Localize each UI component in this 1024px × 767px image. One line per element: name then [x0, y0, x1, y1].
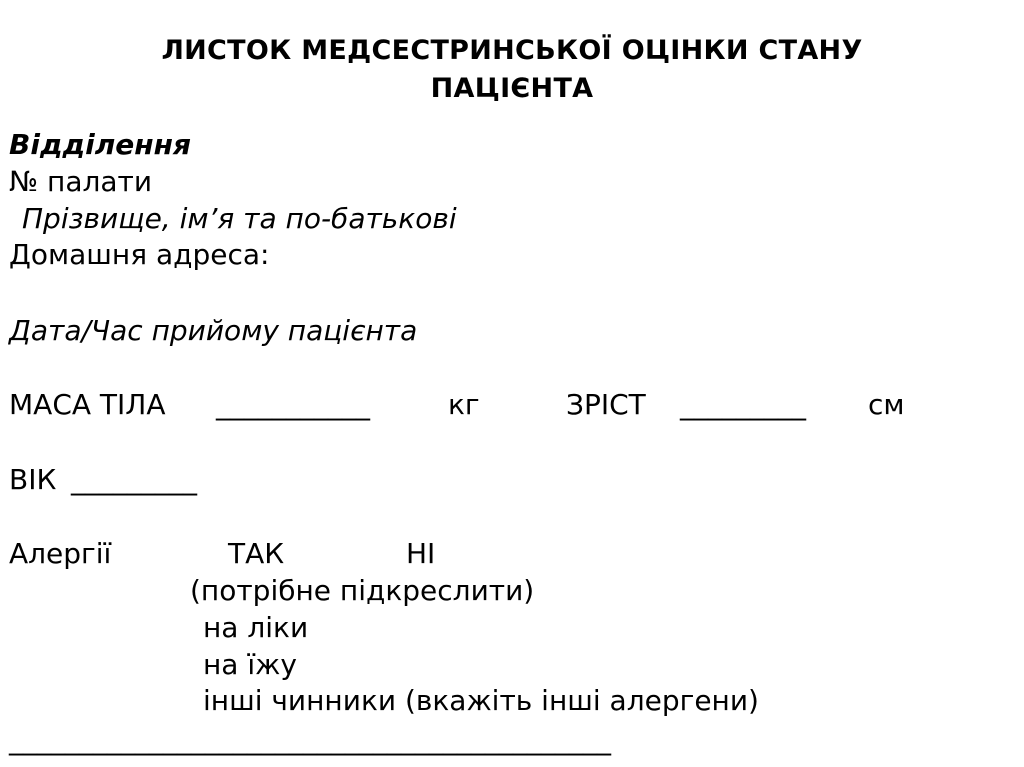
age-blank[interactable]: _________	[71, 463, 197, 496]
form-title-line-2: ПАЦІЄНТА	[430, 73, 594, 104]
address-label: Домашня адреса:	[9, 238, 270, 271]
height-blank[interactable]: _________	[680, 388, 806, 421]
ward-label: № палати	[9, 165, 153, 198]
other-allergens-blank[interactable]: ___________________________________________	[9, 723, 611, 756]
form-title	[0, 32, 1024, 108]
form-title-line-1: ЛИСТОК МЕДСЕСТРИНСЬКОЇ ОЦІНКИ СТАНУ	[161, 35, 863, 66]
full-name-label: Прізвище, ім’я та по-батькові	[22, 202, 457, 235]
allergies-no-option[interactable]: НІ	[406, 537, 436, 570]
weight-label: МАСА ТІЛА	[9, 388, 166, 421]
department-label: Відділення	[9, 128, 191, 161]
age-label: ВІК	[9, 463, 57, 496]
allergy-food: на їжу	[203, 648, 297, 681]
allergy-other-factors: інші чинники (вкажіть інші алергени)	[203, 684, 759, 717]
underline-hint: (потрібне підкреслити)	[190, 574, 535, 607]
weight-unit: кг	[448, 388, 480, 421]
admission-datetime-label: Дата/Час прийому пацієнта	[9, 314, 418, 347]
weight-blank[interactable]: ___________	[216, 388, 370, 421]
allergy-medications: на ліки	[203, 611, 309, 644]
allergies-yes-option[interactable]: ТАК	[228, 537, 285, 570]
height-label: ЗРІСТ	[566, 388, 646, 421]
allergies-label: Алергії	[9, 537, 112, 570]
height-unit: см	[868, 388, 905, 421]
